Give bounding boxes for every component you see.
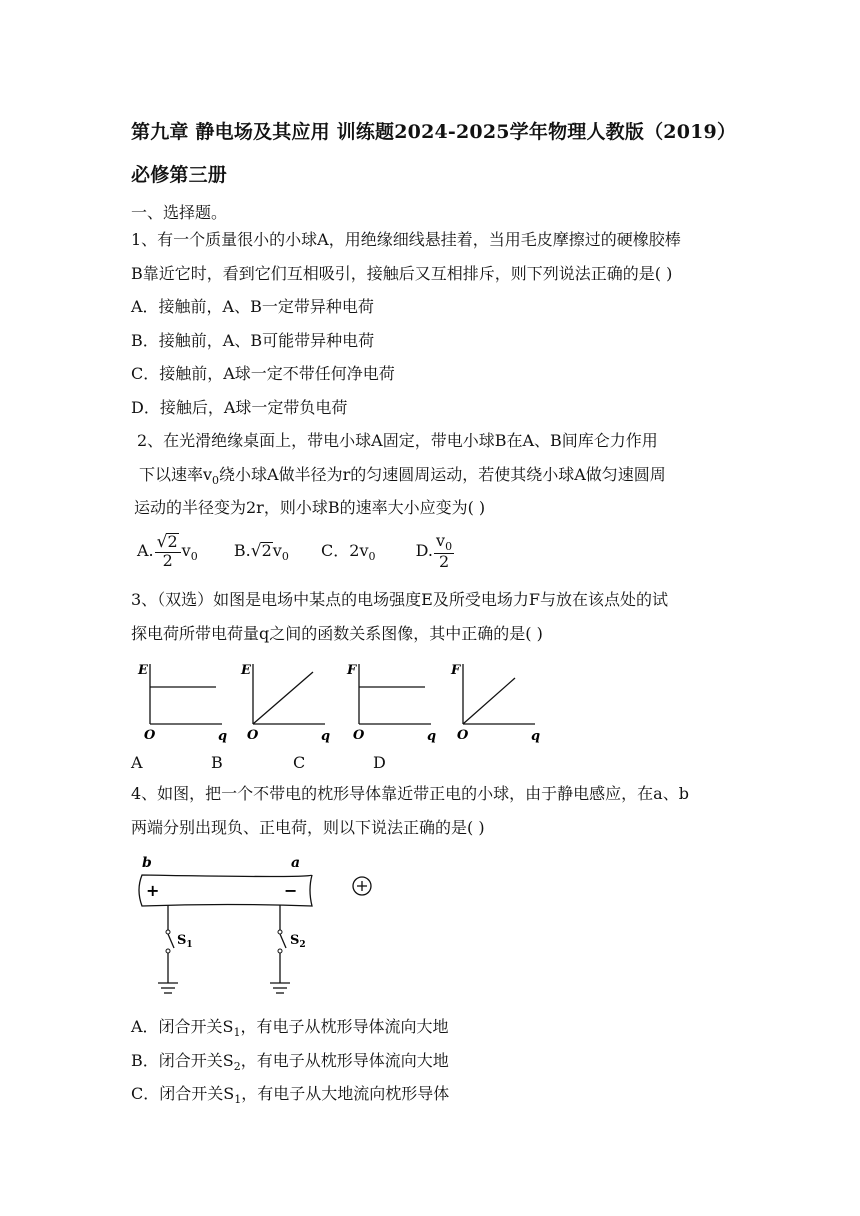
q2-option-a: A. $\frac{√2}{2}$ $v_0$	[137, 532, 198, 571]
q3-graph-a	[130, 658, 230, 748]
end-b-label: b	[142, 855, 152, 871]
q3-label-a: A	[131, 753, 143, 772]
q2-stem-line1: 2、在光滑绝缘桌面上，带电小球A固定，带电小球B在A、B间库仑力作用	[137, 431, 658, 450]
q2-stem-line2: 下以速率$v_0$绕小球A做半径为r的匀速圆周运动，若使其绕小球A做匀速圆周	[139, 465, 666, 488]
q3-label-c: C	[293, 753, 306, 772]
graph-d-y-label: F	[451, 663, 461, 678]
q2-option-c: C．$2v_0$	[321, 541, 376, 564]
q3-graph-b	[233, 658, 333, 748]
q4-option-b: B．闭合开关$S_2$，有电子从枕形导体流向大地	[131, 1051, 449, 1074]
graph-d-origin: O	[457, 728, 469, 743]
graph-d-line	[463, 678, 515, 724]
graph-c-origin: O	[353, 728, 365, 743]
q4-stem-line2: 两端分别出现负、正电荷，则以下说法正确的是( )	[131, 818, 485, 837]
q2-option-b: $B.√2v_0$	[233, 541, 289, 564]
plus-charge: +	[146, 881, 160, 900]
q4-conductor-figure	[128, 852, 388, 1002]
q1-option-d: D．接触后，A球一定带负电荷	[131, 398, 348, 417]
graph-b-y-label: E	[241, 663, 251, 678]
graph-d-x-label: q	[531, 729, 541, 744]
graph-b-line	[253, 672, 313, 724]
q1-stem-line1: 1、有一个质量很小的小球A，用绝缘细线悬挂着，当用毛皮摩擦过的硬橡胶棒	[131, 230, 681, 249]
switch-s1	[158, 905, 193, 993]
q3-graph-c	[339, 658, 439, 748]
q3-stem-line1: 3、（双选）如图是电场中某点的电场强度E及所受电场力F与放在该点处的试	[131, 590, 668, 609]
q2-options	[137, 533, 455, 571]
q3-label-b: B	[211, 753, 223, 772]
q3-graph-d	[443, 658, 543, 748]
minus-charge: −	[284, 881, 298, 900]
q1-option-a: A．接触前，A、B一定带异种电荷	[131, 297, 374, 316]
q3-label-d: D	[373, 753, 386, 772]
switch-s2-label: $S_2$	[290, 933, 306, 950]
graph-a-x-label: q	[218, 729, 228, 744]
section-heading: 一、选择题。	[131, 203, 228, 222]
q3-stem-line2: 探电荷所带电荷量q之间的函数关系图像，其中正确的是( )	[131, 624, 543, 643]
q2-stem-line3: 运动的半径变为2r，则小球B的速率大小应变为( )	[134, 498, 486, 517]
graph-c-y-label: F	[347, 663, 357, 678]
graph-b-origin: O	[247, 728, 259, 743]
graph-c-x-label: q	[427, 729, 437, 744]
q1-stem-line2: B靠近它时，看到它们互相吸引，接触后又互相排斥，则下列说法正确的是( )	[131, 264, 673, 283]
graph-a-origin: O	[144, 728, 156, 743]
graph-b-x-label: q	[321, 729, 331, 744]
q1-option-b: B．接触前，A、B可能带异种电荷	[131, 331, 375, 350]
end-a-label: a	[291, 855, 301, 871]
doc-title-line2: 必修第三册	[131, 164, 228, 186]
q4-option-c: C．闭合开关$S_1$，有电子从大地流向枕形导体	[131, 1084, 450, 1107]
switch-s1-label: $S_1$	[177, 933, 193, 950]
q1-option-c: C．接触前，A球一定不带任何净电荷	[131, 364, 395, 383]
q4-stem-line1: 4、如图，把一个不带电的枕形导体靠近带正电的小球，由于静电感应，在a、b	[131, 784, 689, 803]
doc-title-line1: 第九章 静电场及其应用 训练题2024-2025学年物理人教版（2019）	[131, 121, 737, 143]
switch-s2	[270, 905, 306, 993]
q4-option-a: A．闭合开关$S_1$，有电子从枕形导体流向大地	[131, 1017, 449, 1040]
graph-a-y-label: E	[138, 663, 148, 678]
q2-option-d: D. $\frac{v_0}{2}$	[415, 531, 453, 571]
